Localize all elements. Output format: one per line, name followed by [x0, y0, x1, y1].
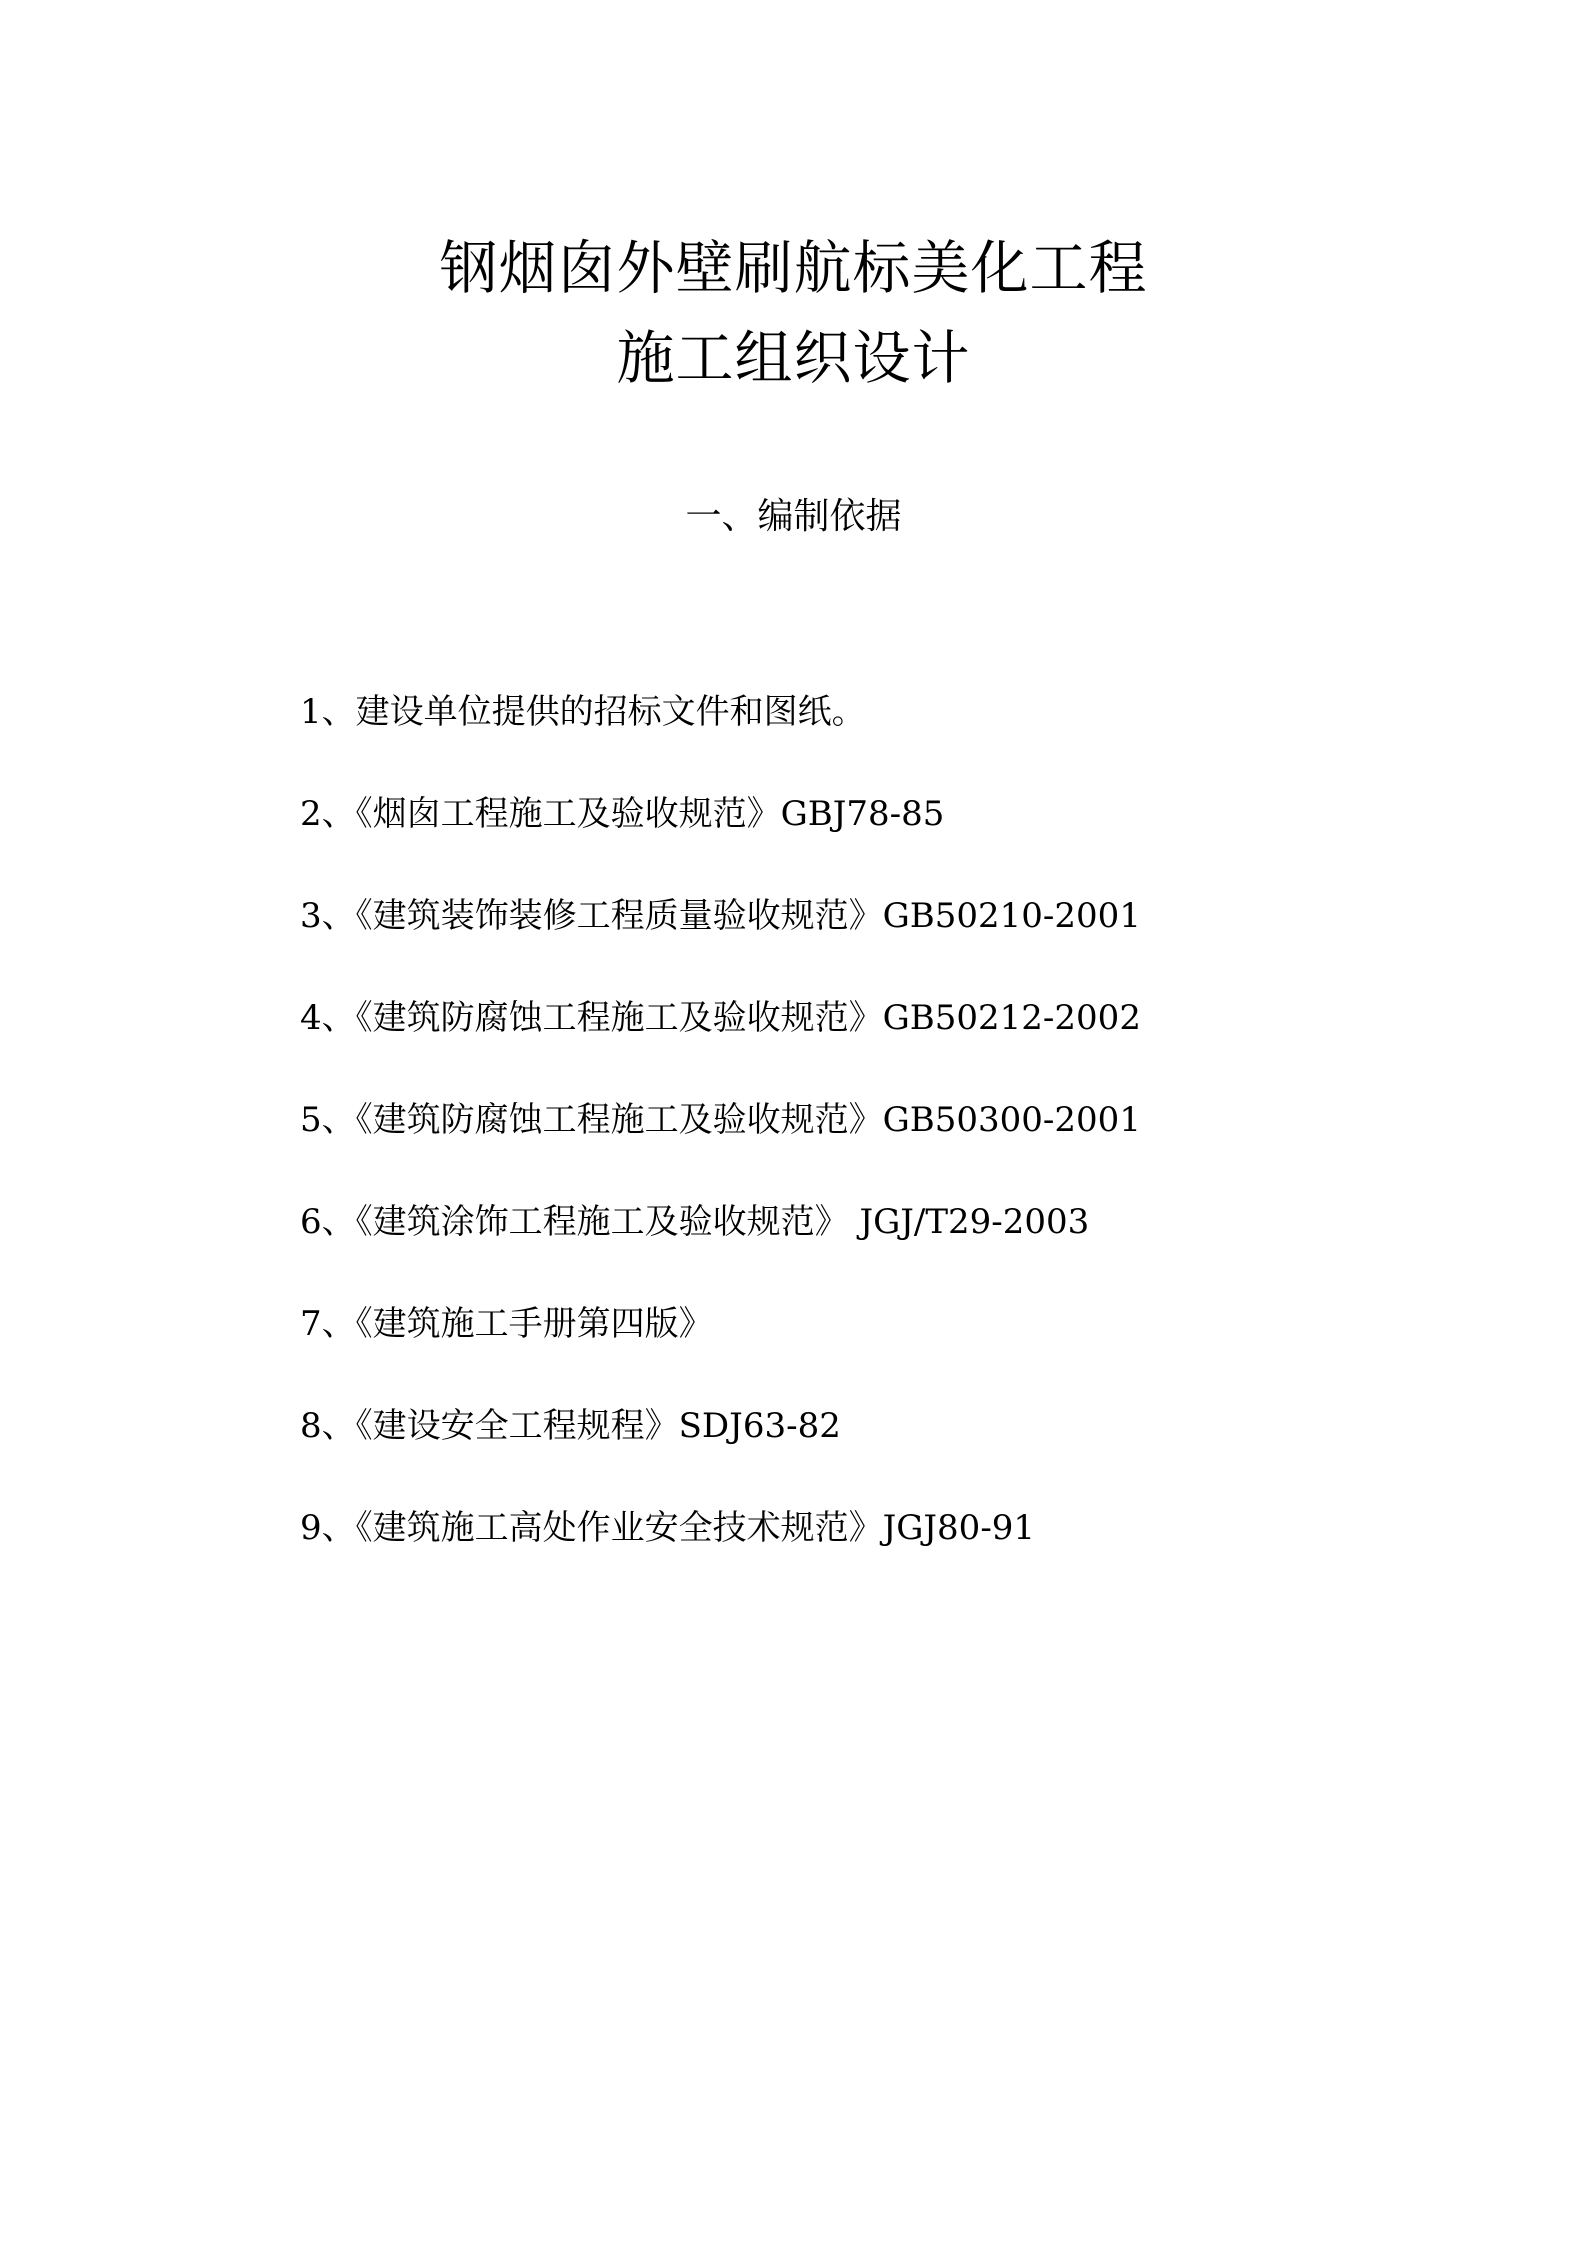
reference-item: 3、《建筑装饰装修工程质量验收规范》GB50210-2001 — [300, 896, 1141, 936]
reference-item: 5、《建筑防腐蚀工程施工及验收规范》GB50300-2001 — [300, 1100, 1141, 1140]
reference-item: 8、《建设安全工程规程》SDJ63-82 — [300, 1406, 841, 1446]
reference-item: 1、建设单位提供的招标文件和图纸。 — [300, 692, 866, 732]
reference-item: 7、《建筑施工手册第四版》 — [300, 1304, 713, 1344]
reference-list — [300, 690, 1400, 1608]
document-title-line-1: 钢烟囱外壁刷航标美化工程 — [439, 234, 1148, 302]
reference-item: 2、《烟囱工程施工及验收规范》GBJ78-85 — [300, 794, 945, 834]
section-heading: 一、编制依据 — [685, 496, 902, 537]
document-title-line-2: 施工组织设计 — [616, 324, 971, 392]
reference-item: 9、《建筑施工高处作业安全技术规范》JGJ80-91 — [300, 1508, 1036, 1548]
reference-item: 4、《建筑防腐蚀工程施工及验收规范》GB50212-2002 — [300, 998, 1141, 1038]
reference-item: 6、《建筑涂饰工程施工及验收规范》 JGJ/T29-2003 — [300, 1202, 1090, 1242]
